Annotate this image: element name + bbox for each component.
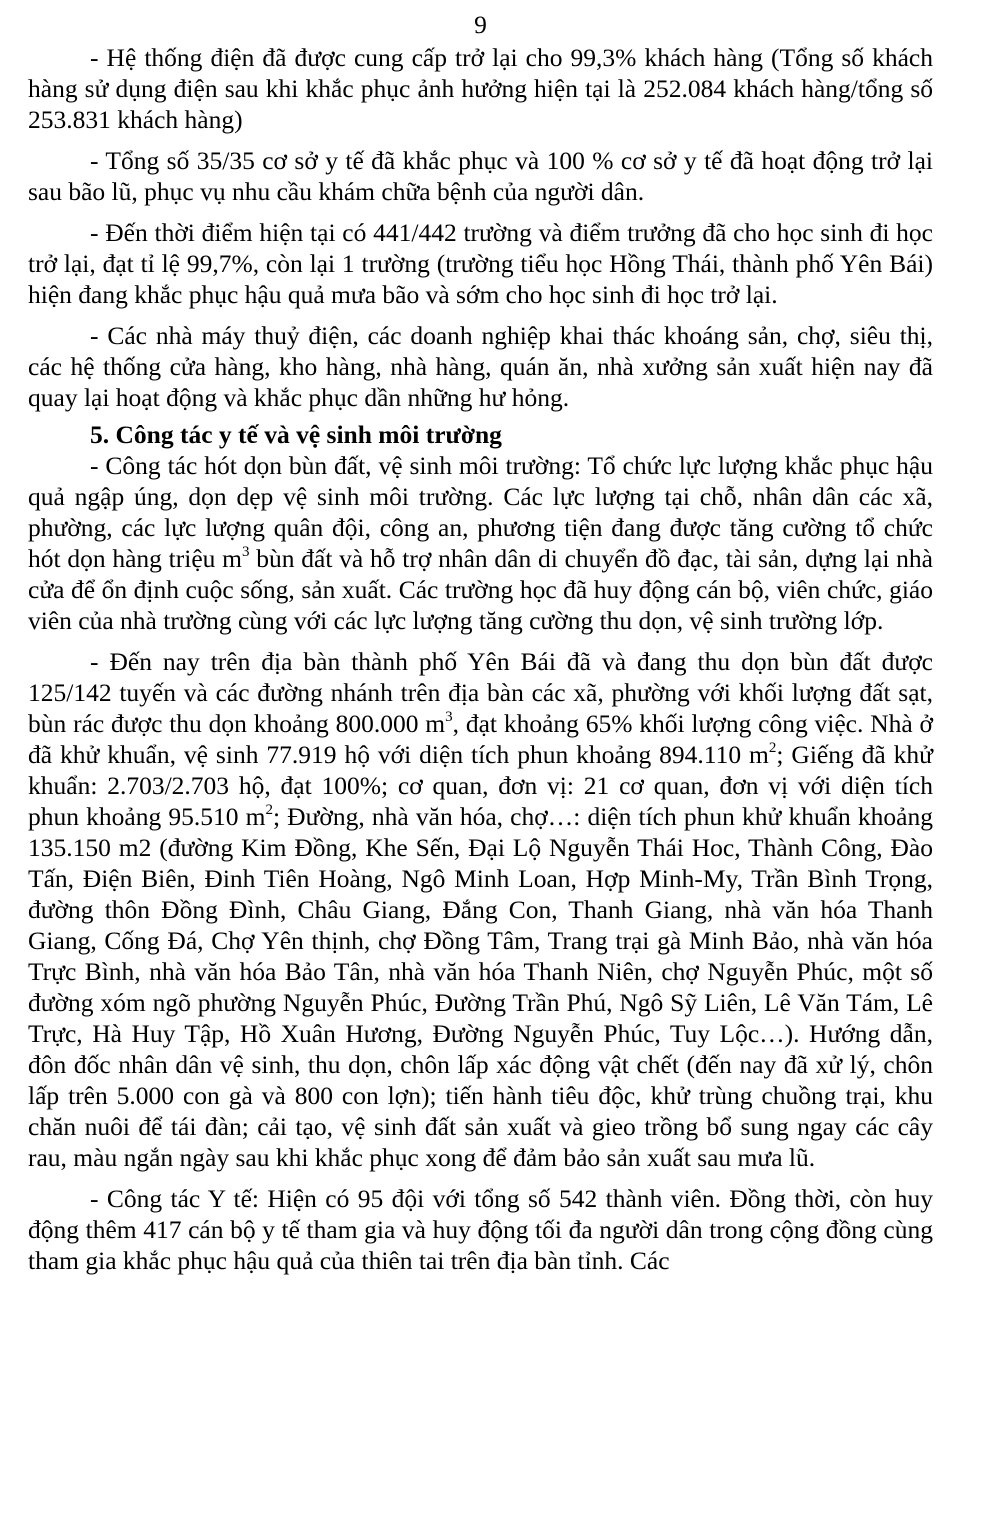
city-text-1: - Đến nay trên địa bàn thành phố Yên Bái đã và đang thu dọn bùn đất được 125/142 tuyến và các đường nhánh trên địa bàn các xã, phường với khối lượng đất sạt, bùn rác được thu dọn khoảng 800.000 m	[28, 647, 933, 738]
paragraph-yen-bai-city	[28, 646, 933, 1173]
paragraph-medical-work: - Công tác Y tế: Hiện có 95 đội với tổng số 542 thành viên. Đồng thời, còn huy động thêm 417 cán bộ y tế tham gia và huy động tối đa người dân trong cộng đồng cùng tham gia khắc phục hậu quả của thiên tai trên địa bàn tỉnh. Các	[28, 1184, 933, 1275]
city-text-2: , đạt khoảng 65% khối lượng công việc. Nhà ở đã khử khuẩn, vệ sinh 77.919 hộ với diện tích phun khoảng 894.110 m	[28, 709, 933, 769]
paragraph-electricity: - Hệ thống điện đã được cung cấp trở lại cho 99,3% khách hàng (Tổng số khách hàng sử dụng điện sau khi khắc phục ảnh hưởng hiện tại là 252.084 khách hàng/tổng số 253.831 khách hàng)	[28, 43, 933, 134]
superscript-3: 3	[242, 543, 250, 560]
paragraph-health-facilities: - Tổng số 35/35 cơ sở y tế đã khắc phục và 100 % cơ sở y tế đã hoạt động trở lại sau bão lũ, phục vụ nhu cầu khám chữa bệnh của người dân.	[28, 146, 933, 206]
document-page	[28, 0, 933, 1276]
paragraph-businesses: - Các nhà máy thuỷ điện, các doanh nghiệp khai thác khoáng sản, chợ, siêu thị, các hệ thống cửa hàng, kho hàng, nhà hàng, quán ăn, nhà xưởng sản xuất hiện nay đã quay lại hoạt động và khắc phục dần những hư hỏng.	[28, 321, 933, 412]
paragraph-cleanup	[28, 450, 933, 636]
city-text-3: ; Giếng đã khử khuẩn: 2.703/2.703 hộ, đạt 100%; cơ quan, đơn vị: 21 cơ quan, đơn vị với diện tích phun khoảng 95.510 m	[28, 740, 934, 831]
superscript-3: 3	[445, 708, 453, 725]
page-number: 9	[474, 10, 487, 39]
superscript-2: 2	[265, 801, 273, 818]
cleanup-text-1: - Công tác hót dọn bùn đất, vệ sinh môi trường: Tổ chức lực lượng khắc phục hậu quả ngập úng, dọn dẹp vệ sinh môi trường. Các lực lượng tại chỗ, nhân dân các xã, phường, các lực lượng quân đội, công an, phương tiện đang được tăng cường tổ chức hót dọn hàng triệu m	[28, 451, 933, 573]
section-heading: 5. Công tác y tế và vệ sinh môi trường	[90, 420, 502, 449]
superscript-2: 2	[768, 739, 777, 756]
city-text-4: ; Đường, nhà văn hóa, chợ…: diện tích phun khử khuẩn khoảng 135.150 m2 (đường Kim Đồng, Khe Sến, Đại Lộ Nguyễn Thái Hoc, Thành Công, Đào Tấn, Điện Biên, Đinh Tiên Hoàng, Ngô Minh Loan, Hợp Minh-My, Trần Bình Trọng, đường thôn Đồng Đình, Châu Giang, Đắng Con, Thanh Giang, nhà văn hóa Thanh Giang, Cống Đá, Chợ Yên thịnh, chợ Đồng Tâm, Trang trại gà Minh Bảo, nhà văn hóa Trực Bình, nhà văn hóa Bảo Tân, nhà văn hóa Thanh Niên, chợ Nguyễn Phúc, một số đường xóm ngõ phường Nguyễn Phúc, Đường Trần Phú, Ngô Sỹ Liên, Lê Văn Tám, Lê Trực, Hà Huy Tập, Hồ Xuân Hương, Đường Nguyễn Phúc, Tuy Lộc…). Hướng dẫn, đôn đốc nhân dân vệ sinh, thu dọn, chôn lấp xác động vật chết (đến nay đã xử lý, chôn lấp trên 5.000 con gà và 800 con lợn); tiến hành tiêu độc, khử trùng chuồng trại, khu chăn nuôi để tái đàn; cải tạo, vệ sinh đất sản xuất và gieo trồng bổ sung ngay các cây rau, màu ngắn ngày sau khi khắc phục xong để đảm bảo sản xuất sau mưa lũ.	[28, 802, 933, 1172]
paragraph-schools: - Đến thời điểm hiện tại có 441/442 trường và điểm trưởng đã cho học sinh đi học trở lại, đạt tỉ lệ 99,7%, còn lại 1 trường (trường tiểu học Hồng Thái, thành phố Yên Bái) hiện đang khắc phục hậu quả mưa bão và sớm cho học sinh đi học trở lại.	[28, 218, 933, 309]
cleanup-text-2: bùn đất và hỗ trợ nhân dân di chuyển đồ đạc, tài sản, dựng lại nhà cửa để ổn định cuộc sống, sản xuất. Các trường học đã huy động cán bộ, viên chức, giáo viên của nhà trường cùng với các lực lượng tăng cường thu dọn, vệ sinh trường lớp.	[28, 544, 933, 635]
